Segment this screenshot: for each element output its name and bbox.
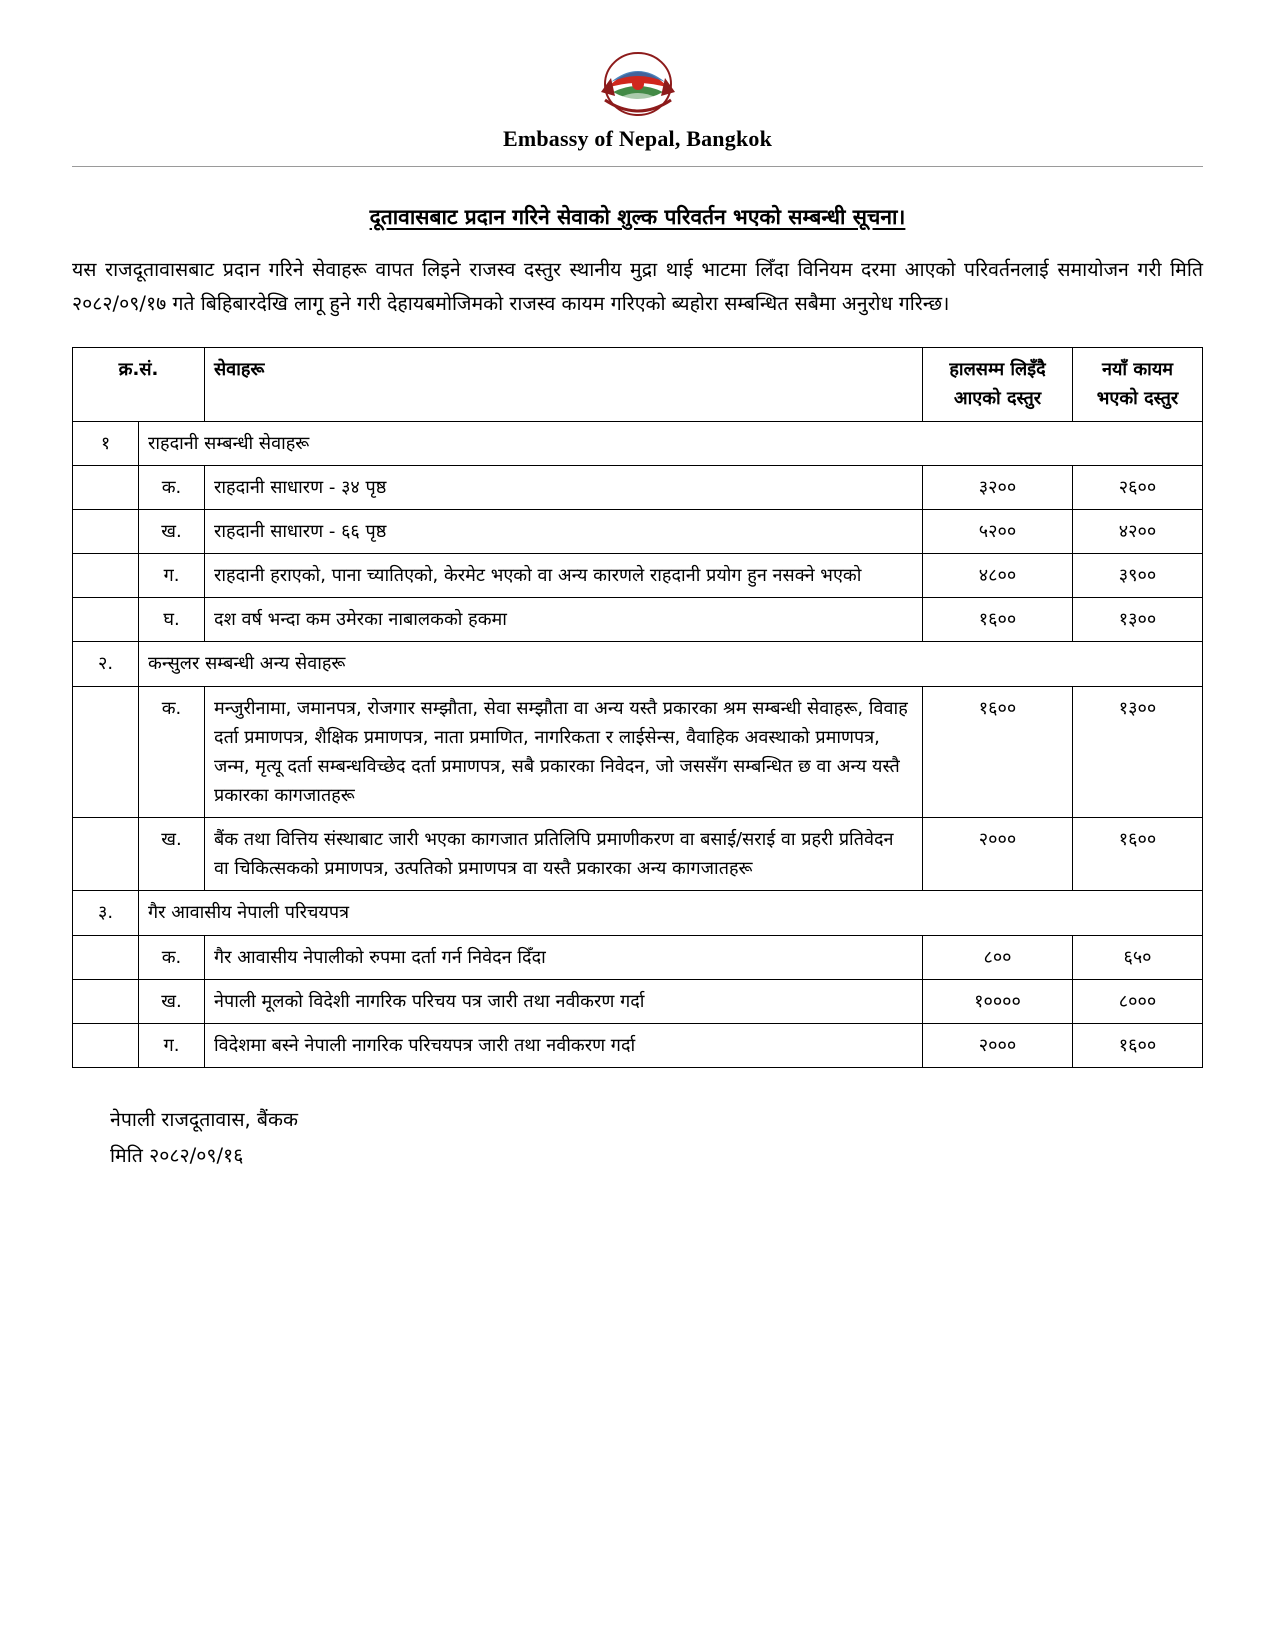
table-row (73, 554, 1203, 598)
row-old-fee: ८०० (923, 935, 1073, 979)
table-row (73, 979, 1203, 1023)
table-section-row (73, 891, 1203, 935)
row-service: विदेशमा बस्ने नेपाली नागरिक परिचयपत्र जारी तथा नवीकरण गर्दा (205, 1023, 923, 1067)
row-old-fee: २००० (923, 818, 1073, 891)
row-old-fee: १६०० (923, 686, 1073, 818)
row-sn: ग. (139, 554, 205, 598)
row-sn: ख. (139, 979, 205, 1023)
section-sn: ३. (73, 891, 139, 935)
row-sn: क. (139, 686, 205, 818)
row-service: गैर आवासीय नेपालीको रुपमा दर्ता गर्न निवेदन दिँदा (205, 935, 923, 979)
table-row (73, 686, 1203, 818)
nepal-emblem-icon (599, 48, 677, 120)
row-spacer (73, 686, 139, 818)
column-header-service: सेवाहरू (205, 348, 923, 421)
row-old-fee: २००० (923, 1023, 1073, 1067)
row-old-fee: ४८०० (923, 554, 1073, 598)
row-new-fee: १६०० (1073, 1023, 1203, 1067)
notice-title: दूतावासबाट प्रदान गरिने सेवाको शुल्क परिवर्तन भएको सम्बन्धी सूचना। (369, 205, 906, 229)
row-spacer (73, 979, 139, 1023)
table-row (73, 935, 1203, 979)
table-row (73, 598, 1203, 642)
signoff-date: मिति २०८२/०९/१६ (110, 1144, 244, 1168)
row-old-fee: ३२०० (923, 465, 1073, 509)
row-new-fee: ६५० (1073, 935, 1203, 979)
table-row (73, 818, 1203, 891)
table-row (73, 509, 1203, 553)
row-service: राहदानी साधारण - ६६ पृष्ठ (205, 509, 923, 553)
column-header-old-fee: हालसम्म लिइँदै आएको दस्तुर (923, 348, 1073, 421)
row-old-fee: ५२०० (923, 509, 1073, 553)
column-header-new-fee: नयाँ कायम भएको दस्तुर (1073, 348, 1203, 421)
embassy-title: Embassy of Nepal, Bangkok (502, 126, 773, 151)
section-title: कन्सुलर सम्बन्धी अन्य सेवाहरू (139, 642, 1203, 686)
section-sn: २. (73, 642, 139, 686)
section-sn: १ (73, 421, 139, 465)
section-title: गैर आवासीय नेपाली परिचयपत्र (139, 891, 1203, 935)
row-service: बैंक तथा वित्तिय संस्थाबाट जारी भएका कागजात प्रतिलिपि प्रमाणीकरण वा बसाई/सराई वा प्रहरी प्रतिवेदन वा चिकित्सकको प्रमाणपत्र, उत्पतिको प्रमाणपत्र वा यस्तै प्रकारका अन्य कागजातहरू (205, 818, 923, 891)
signoff-block (72, 1102, 1203, 1174)
table-section-row (73, 421, 1203, 465)
row-service: नेपाली मूलको विदेशी नागरिक परिचय पत्र जारी तथा नवीकरण गर्दा (205, 979, 923, 1023)
header-divider (72, 166, 1203, 167)
row-service: राहदानी साधारण - ३४ पृष्ठ (205, 465, 923, 509)
row-spacer (73, 935, 139, 979)
row-spacer (73, 554, 139, 598)
row-new-fee: ८००० (1073, 979, 1203, 1023)
column-header-sn: क्र.सं. (73, 348, 205, 421)
row-sn: ग. (139, 1023, 205, 1067)
row-old-fee: १६०० (923, 598, 1073, 642)
row-new-fee: ४२०० (1073, 509, 1203, 553)
row-spacer (73, 598, 139, 642)
table-row (73, 1023, 1203, 1067)
table-row (73, 465, 1203, 509)
row-service: मन्जुरीनामा, जमानपत्र, रोजगार सम्झौता, सेवा सम्झौता वा अन्य यस्तै प्रकारका श्रम सम्बन्धी सेवाहरू, विवाह दर्ता प्रमाणपत्र, शैक्षिक प्रमाणपत्र, नाता प्रमाणित, नागरिकता र लाईसेन्स, वैवाहिक अवस्थाको प्रमाणपत्र, जन्म, मृत्यू दर्ता सम्बन्धविच्छेद दर्ता प्रमाणपत्र, सबै प्रकारका निवेदन, जो जससँग सम्बन्धित छ वा अन्य यस्तै प्रकारका कागजातहरू (205, 686, 923, 818)
notice-intro-paragraph: यस राजदूतावासबाट प्रदान गरिने सेवाहरू वापत लिइने राजस्व दस्तुर स्थानीय मुद्रा थाई भाटमा लिँदा विनियम दरमा आएको परिवर्तनलाई समायोजन गरी मिति २०८२/०९/१७ गते बिहिबारदेखि लागू हुने गरी देहायबमोजिमको राजस्व कायम गरिएको ब्यहोरा सम्बन्धित सबैमा अनुरोध गरिन्छ। (72, 258, 1203, 316)
row-spacer (73, 818, 139, 891)
row-new-fee: १६०० (1073, 818, 1203, 891)
row-sn: घ. (139, 598, 205, 642)
row-sn: ख. (139, 818, 205, 891)
row-new-fee: ३९०० (1073, 554, 1203, 598)
row-old-fee: १०००० (923, 979, 1073, 1023)
row-service: दश वर्ष भन्दा कम उमेरका नाबालकको हकमा (205, 598, 923, 642)
row-new-fee: २६०० (1073, 465, 1203, 509)
row-spacer (73, 465, 139, 509)
section-title: राहदानी सम्बन्धी सेवाहरू (139, 421, 1203, 465)
table-header-row (73, 348, 1203, 421)
fee-schedule-table (72, 347, 1203, 1068)
signoff-office: नेपाली राजदूतावास, बैंकक (110, 1108, 298, 1132)
document-header (72, 48, 1203, 177)
row-spacer (73, 1023, 139, 1067)
row-service: राहदानी हराएको, पाना च्यातिएको, केरमेट भएको वा अन्य कारणले राहदानी प्रयोग हुन नसक्ने भएको (205, 554, 923, 598)
row-new-fee: १३०० (1073, 686, 1203, 818)
row-sn: क. (139, 465, 205, 509)
table-section-row (73, 642, 1203, 686)
row-spacer (73, 509, 139, 553)
row-new-fee: १३०० (1073, 598, 1203, 642)
row-sn: क. (139, 935, 205, 979)
row-sn: ख. (139, 509, 205, 553)
